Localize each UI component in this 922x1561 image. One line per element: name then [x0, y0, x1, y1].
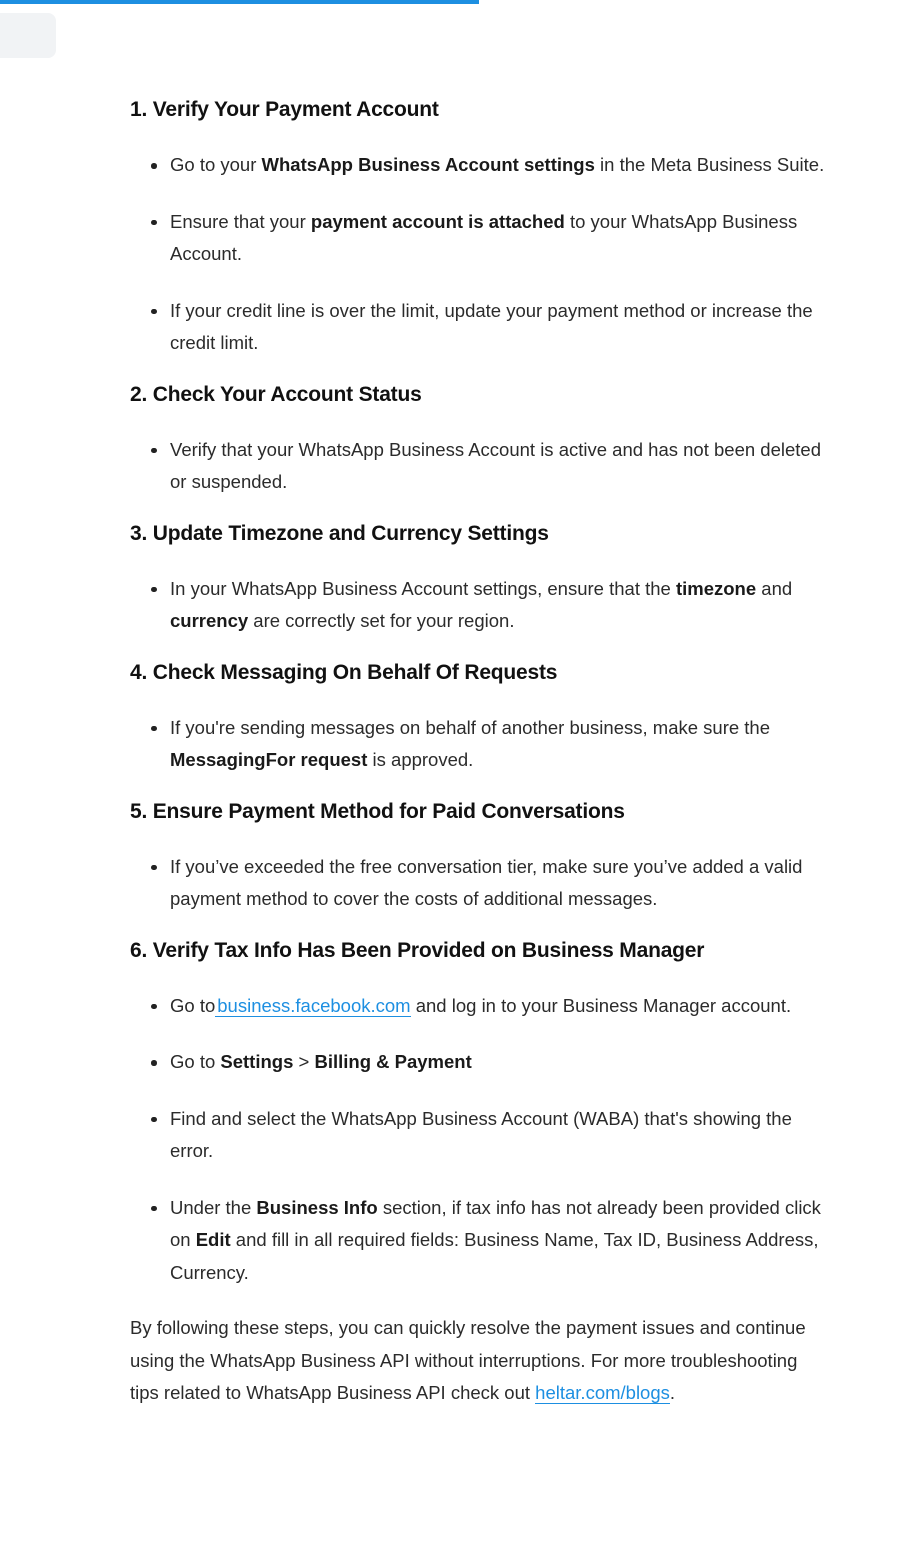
- text-run: If your credit line is over the limit, update your payment method or increase the credit limit.: [170, 299, 813, 353]
- section-heading: 4. Check Messaging On Behalf Of Requests: [130, 660, 558, 684]
- article-body: [130, 92, 830, 1410]
- list-item: [130, 1192, 830, 1290]
- bold-text: currency: [170, 610, 249, 631]
- list-item: [130, 206, 830, 271]
- bold-text: timezone: [675, 577, 757, 599]
- list-item: [130, 1046, 830, 1079]
- text-run: By following these steps, you can quickly resolve the payment issues and continue using the WhatsApp Business API without interruptions. For more troubleshooting tips related to WhatsApp Business API check out: [130, 1317, 806, 1403]
- text-run: Ensure that your: [170, 210, 311, 232]
- text-run: and log in to your Business Manager account.: [410, 994, 792, 1016]
- text-run: in the Meta Business Suite.: [594, 154, 825, 175]
- text-run: Find and select the WhatsApp Business Account (WABA) that's showing the error.: [170, 1107, 792, 1161]
- bold-text: Billing & Payment: [314, 1051, 472, 1072]
- section-heading: 2. Check Your Account Status: [130, 382, 422, 406]
- section-heading: 5. Ensure Payment Method for Paid Conversations: [130, 799, 625, 823]
- back-button[interactable]: [0, 13, 56, 58]
- step-list: [130, 990, 830, 1290]
- bold-text: WhatsApp Business Account settings: [261, 154, 595, 175]
- bold-text: Edit: [195, 1229, 231, 1250]
- text-run: .: [669, 1382, 676, 1403]
- step-list: [130, 851, 830, 916]
- text-run: Go to: [170, 994, 216, 1016]
- section-heading: 3. Update Timezone and Currency Settings: [130, 521, 549, 545]
- inline-link[interactable]: heltar.com/blogs: [535, 1382, 670, 1403]
- text-run: and: [756, 577, 793, 599]
- list-item: [130, 573, 830, 638]
- section-heading: 6. Verify Tax Info Has Been Provided on Business Manager: [130, 938, 705, 962]
- bold-text: MessagingFor request: [170, 749, 368, 770]
- text-run: is approved.: [367, 749, 474, 770]
- text-run: In your WhatsApp Business Account settings, ensure that the: [170, 577, 676, 599]
- bold-text: Settings: [220, 1051, 294, 1072]
- list-item: [130, 295, 830, 360]
- closing-paragraph: [130, 1306, 830, 1410]
- list-item: [130, 434, 830, 499]
- step-list: [130, 573, 830, 638]
- step-list: [130, 149, 830, 360]
- list-item: [130, 712, 830, 777]
- text-run: Go to: [170, 1051, 221, 1072]
- text-run: and fill in all required fields: Business Name, Tax ID, Business Address, Currency.: [170, 1229, 819, 1283]
- section-heading: 1. Verify Your Payment Account: [130, 98, 439, 121]
- bold-text: Business Info: [256, 1196, 378, 1218]
- list-item: [130, 990, 830, 1023]
- text-run: Go to your: [170, 154, 262, 175]
- list-item: [130, 149, 830, 182]
- list-item: [130, 851, 830, 916]
- text-run: If you’ve exceeded the free conversation tier, make sure you’ve added a valid payment method to cover the costs of additional messages.: [170, 855, 803, 909]
- inline-link[interactable]: business.facebook.com: [217, 994, 411, 1016]
- text-run: are correctly set for your region.: [248, 610, 515, 631]
- text-run: If you're sending messages on behalf of another business, make sure the: [170, 716, 771, 738]
- text-run: >: [293, 1051, 315, 1072]
- text-run: to your WhatsApp Business Account.: [170, 210, 798, 264]
- text-run: Under the: [170, 1196, 257, 1218]
- reading-progress-fill: [0, 0, 479, 4]
- reading-progress-bar: [0, 0, 922, 4]
- text-run: section, if tax info has not already been provided click on: [170, 1196, 821, 1250]
- list-item: [130, 1103, 830, 1168]
- bold-text: payment account is attached: [310, 210, 565, 232]
- step-list: [130, 712, 830, 777]
- text-run: Verify that your WhatsApp Business Account is active and has not been deleted or suspended.: [170, 438, 821, 492]
- step-list: [130, 434, 830, 499]
